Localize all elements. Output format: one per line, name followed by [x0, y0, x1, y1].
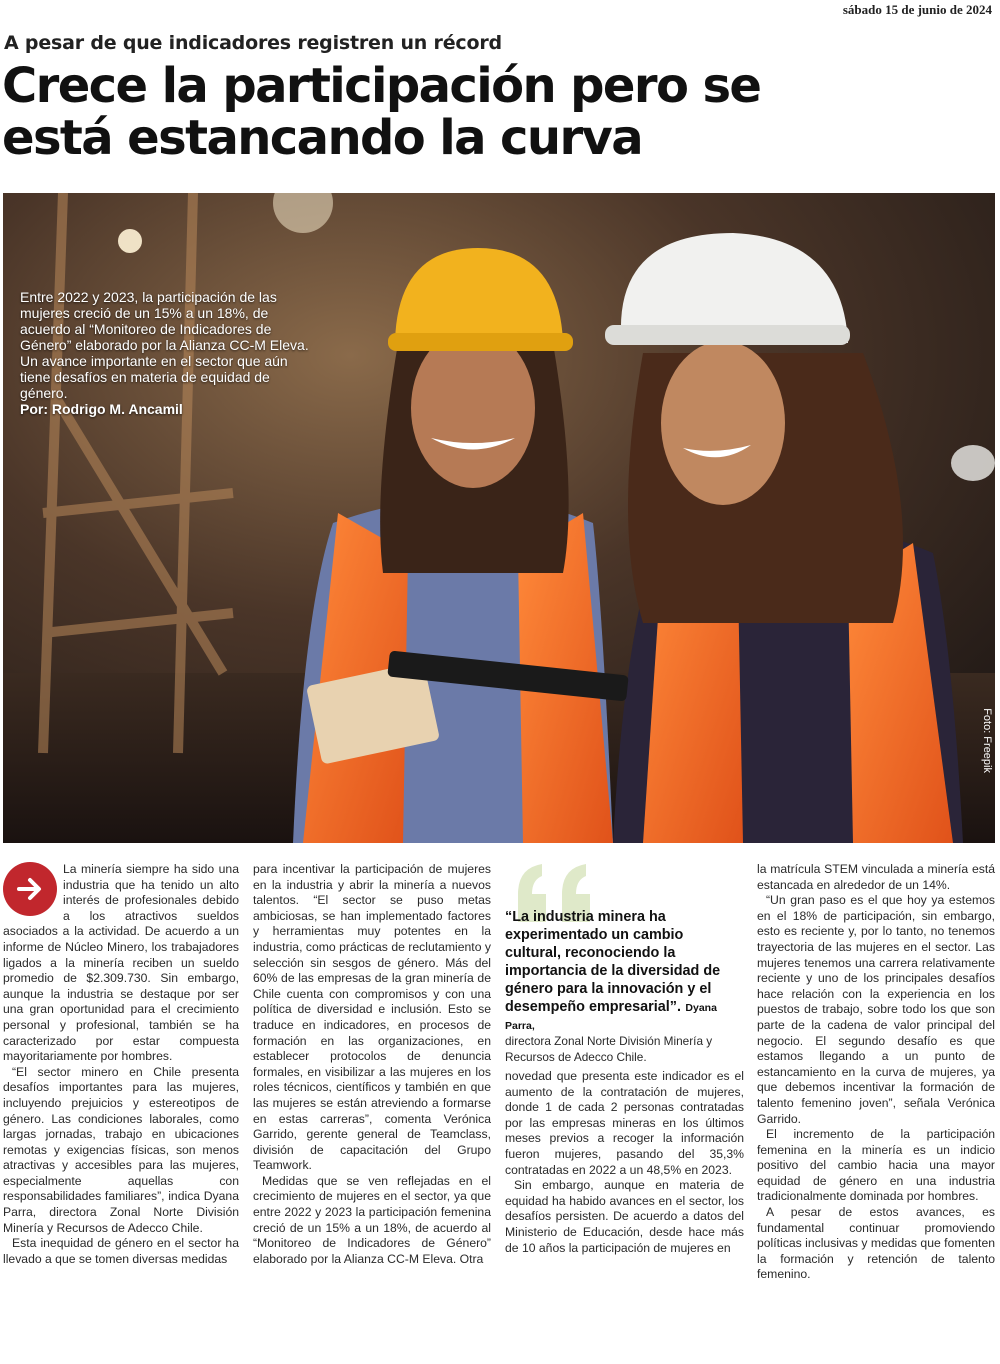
pull-quote [505, 908, 743, 1065]
paragraph: Sin embargo, aunque en materia de equidad ha habido avances en el sector, los desafíos persisten. De acuerdo a datos del Ministerio de Educación, desde hace más de 10 años la participación de mujeres en [505, 1178, 744, 1255]
article-column-3 [505, 1069, 744, 1256]
paragraph: novedad que presenta este indicador es el aumento de la contratación de mujeres, donde 1 de cada 2 personas contratadas por las empresas mineras en los últimos meses previos a recoger la información fueron mujeres, pasando del 35,3% contratadas en 2022 a un 48,5% en 2023. [505, 1069, 744, 1177]
lede-text: Entre 2022 y 2023, la participación de las mujeres creció de un 15% a un 18%, de acuerdo al “Monitoreo de Indicadores de Género” elaborado por la Alianza CC-M Eleva. Un avance importante en el sector que aún tiene desafíos en materia de equidad de género. [20, 289, 309, 401]
paragraph: para incentivar la participación de mujeres en la industria y abrir la minería a nuevos talentos. “El sector se puso metas ambiciosas, se han implementado factores y herramientas muy potentes en la industria, como prácticas de reclutamiento y selección sin sesgos de género. Más del 60% de las empresas de la gran minería de Chile cuenta con compromisos y con una política de diversidad e inclusión. Esto se traduce en indicadores, en procesos de formación en las organizaciones, en establecer protocolos de denuncia formales, en visibilizar a las mujeres en los roles técnicos, científicos y también en que las mujeres se están atreviendo a formarse en estas carreras”, comenta Verónica Garrido, gerente general de Teamclass, división de capacitación del Grupo Teamwork. [253, 862, 491, 1173]
paragraph: Esta inequidad de género en el sector ha llevado a que se tomen diversas medidas [3, 1236, 239, 1266]
paragraph: El incremento de la participación femenina en la minería es un indicio positivo del cambio hacia una mayor equidad de género en una industria tradicionalmente dominada por hombres. [757, 1127, 995, 1204]
headline: Crece la participación pero se está estancando la curva [2, 58, 761, 166]
article-column-2 [253, 862, 491, 1267]
byline: Por: Rodrigo M. Ancamil [20, 401, 183, 417]
paragraph: “El sector minero en Chile presenta desafíos importantes para las mujeres, incluyendo prejuicios y estereotipos de género. Las condiciones laborales, como largas jornadas, trabajo en ubicaciones remotas y exigencias físicas, son menos atractivas y accesibles para las mujeres, especialmente aquellas con responsabilidades familiares”, indica Dyana Parra, directora Zonal Norte División Minería y Recursos de Adecco Chile. [3, 1064, 239, 1235]
kicker: A pesar de que indicadores registren un récord [4, 32, 502, 54]
paragraph: A pesar de estos avances, es fundamental continuar promoviendo políticas inclusivas y medidas que fomenten la formación y retención de talento femenino. [757, 1205, 995, 1282]
paragraph: Medidas que se ven reflejadas en el crecimiento de mujeres en el sector, ya que entre 2022 y 2023 la participación femenina creció de un 15% a un 18%, de acuerdo al “Monitoreo de Indicadores de Género” elaborado por la Alianza CC-M Eleva. Otra [253, 1173, 491, 1266]
quote-text: “La industria minera ha experimentado un cambio cultural, reconociendo la importancia de la diversidad de género para la innovación y el desempeño empresarial”. [505, 909, 721, 1015]
paragraph: La minería siempre ha sido una industria que ha tenido un alto interés de profesionales debido a los atractivos sueldos asociados a la actividad. De acuerdo a un informe de Núcleo Minero, los trabajadores ligados a la minería reciben un sueldo promedio de $2.309.730. Sin embargo, aunque la industria se destaque por ser una gran oportunidad para el crecimiento personal y profesional, también se ha caracterizado por estar compuesta mayoritariamente por hombres. [3, 862, 239, 1064]
issue-date: sábado 15 de junio de 2024 [842, 2, 992, 17]
paragraph: la matrícula STEM vinculada a minería está estancada en alrededor de un 14%. [757, 862, 995, 892]
quote-author-role: directora Zonal Norte División Minería y Recursos de Adecco Chile. [505, 1034, 713, 1064]
article-column-1 [3, 862, 239, 1267]
arrow-right-icon [3, 862, 57, 916]
photo-credit: Foto: Freepik [981, 708, 993, 773]
photo-lede [20, 289, 320, 417]
paragraph: “Un gran paso es el que hoy ya estemos en el 18% de participación, sin embargo, esto es reciente y, por lo tanto, no tenemos trayectoria de las mujeres en el sector. Las mujeres tenemos una carrera relativamente reciente y uno de los principales desafíos hace relación con la experiencia en los puestos de trabajo, sobre todo los que son parte de la cadena de valor principal del negocio. El segundo desafío es que estamos llegando a un punto de estancamiento en la curva de mujeres, ya que debemos incentivar la formación de talento femenino joven”, señala Verónica Garrido. [757, 893, 995, 1126]
article-column-4 [757, 862, 995, 1283]
feature-photo [3, 193, 995, 843]
quote-author: Dyana Parra, [505, 1002, 717, 1032]
